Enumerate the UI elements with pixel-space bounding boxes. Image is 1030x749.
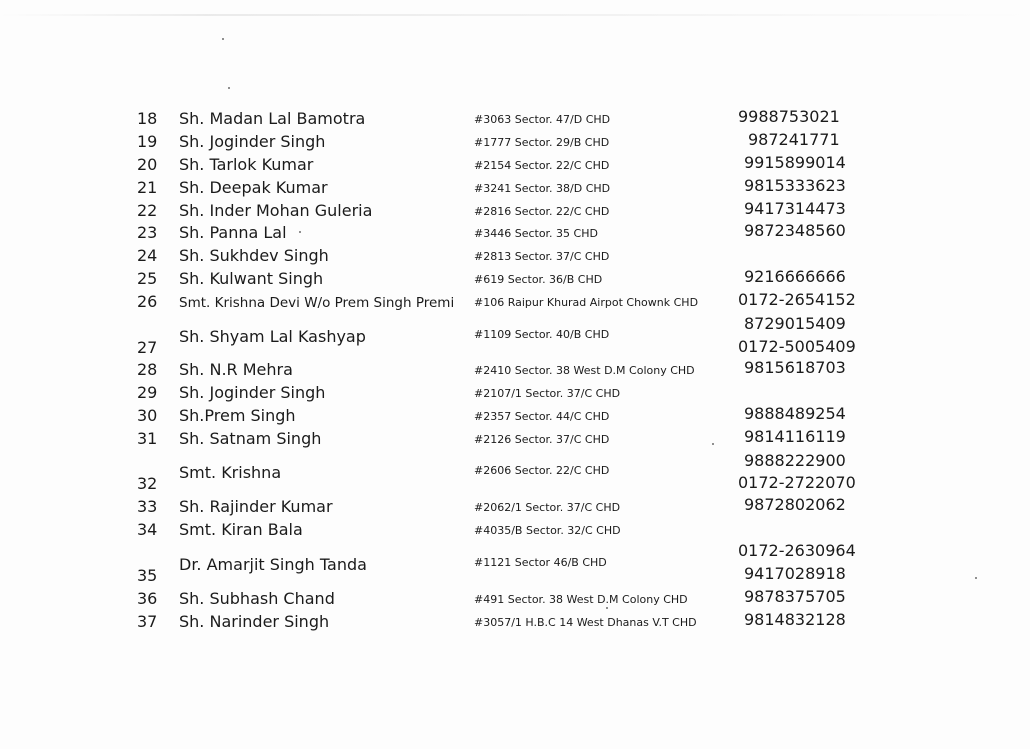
row-number: 36 bbox=[137, 589, 158, 608]
row-number: 30 bbox=[137, 406, 158, 425]
person-name: Sh. Panna Lal bbox=[179, 223, 287, 242]
row-number: 22 bbox=[137, 201, 158, 220]
person-name: Sh. Tarlok Kumar bbox=[179, 155, 314, 174]
address: #2107/1 Sector. 37/C CHD bbox=[474, 387, 621, 400]
address: #1121 Sector 46/B CHD bbox=[474, 556, 607, 569]
address: #1109 Sector. 40/B CHD bbox=[474, 328, 610, 341]
address: #2062/1 Sector. 37/C CHD bbox=[474, 501, 621, 514]
phone-number: 9417314473 bbox=[744, 199, 846, 218]
scan-speck bbox=[222, 38, 224, 40]
person-name: Sh. Kulwant Singh bbox=[179, 269, 324, 288]
person-name: Sh. Sukhdev Singh bbox=[179, 246, 329, 265]
address: #2816 Sector. 22/C CHD bbox=[474, 205, 610, 218]
phone-number: 9872348560 bbox=[744, 221, 846, 240]
scan-speck bbox=[299, 231, 301, 233]
address: #2813 Sector. 37/C CHD bbox=[474, 250, 610, 263]
page-edge-shadow bbox=[0, 14, 1030, 16]
phone-number: 0172-2630964 bbox=[738, 541, 856, 560]
scan-speck bbox=[975, 577, 977, 579]
phone-number-secondary: 0172-5005409 bbox=[738, 337, 856, 356]
row-number: 26 bbox=[137, 292, 158, 311]
address: #3063 Sector. 47/D CHD bbox=[474, 113, 611, 126]
person-name: Sh. Shyam Lal Kashyap bbox=[179, 327, 366, 346]
phone-number-secondary: 9417028918 bbox=[744, 564, 846, 583]
person-name: Sh. Inder Mohan Guleria bbox=[179, 201, 373, 220]
person-name: Sh. Subhash Chand bbox=[179, 589, 335, 608]
person-name: Sh. Satnam Singh bbox=[179, 429, 322, 448]
row-number: 28 bbox=[137, 360, 158, 379]
address: #3241 Sector. 38/D CHD bbox=[474, 182, 611, 195]
address: #2126 Sector. 37/C CHD bbox=[474, 433, 610, 446]
person-name: Dr. Amarjit Singh Tanda bbox=[179, 555, 367, 574]
phone-number: 9915899014 bbox=[744, 153, 846, 172]
row-number: 34 bbox=[137, 520, 158, 539]
phone-number: 9815333623 bbox=[744, 176, 846, 195]
phone-number: 9988753021 bbox=[738, 107, 840, 126]
row-number: 27 bbox=[137, 338, 158, 357]
row-number: 20 bbox=[137, 155, 158, 174]
phone-number: 9814116119 bbox=[744, 427, 846, 446]
address: #4035/B Sector. 32/C CHD bbox=[474, 524, 621, 537]
address: #2606 Sector. 22/C CHD bbox=[474, 464, 610, 477]
row-number: 25 bbox=[137, 269, 158, 288]
phone-number: 9815618703 bbox=[744, 358, 846, 377]
row-number: 33 bbox=[137, 497, 158, 516]
row-number: 35 bbox=[137, 566, 158, 585]
row-number: 37 bbox=[137, 612, 158, 631]
person-name: Sh. N.R Mehra bbox=[179, 360, 293, 379]
address: #491 Sector. 38 West D.M Colony CHD bbox=[474, 593, 688, 606]
person-name: Smt. Krishna Devi W/o Prem Singh Premi bbox=[179, 295, 455, 311]
phone-number: 9888489254 bbox=[744, 404, 846, 423]
person-name: Sh. Rajinder Kumar bbox=[179, 497, 333, 516]
address: #3446 Sector. 35 CHD bbox=[474, 227, 598, 240]
phone-number: 9878375705 bbox=[744, 587, 846, 606]
person-name: Sh. Madan Lal Bamotra bbox=[179, 109, 366, 128]
person-name: Sh.Prem Singh bbox=[179, 406, 296, 425]
phone-number: 9872802062 bbox=[744, 495, 846, 514]
address: #106 Raipur Khurad Airpot Chownk CHD bbox=[474, 296, 699, 309]
address: #2357 Sector. 44/C CHD bbox=[474, 410, 610, 423]
row-number: 21 bbox=[137, 178, 158, 197]
row-number: 32 bbox=[137, 474, 158, 493]
person-name: Sh. Narinder Singh bbox=[179, 612, 330, 631]
person-name: Smt. Kiran Bala bbox=[179, 520, 303, 539]
person-name: Sh. Deepak Kumar bbox=[179, 178, 328, 197]
scan-speck bbox=[228, 87, 230, 89]
phone-number: 987241771 bbox=[748, 130, 840, 149]
row-number: 31 bbox=[137, 429, 158, 448]
address: #1777 Sector. 29/B CHD bbox=[474, 136, 610, 149]
scan-speck bbox=[606, 607, 608, 609]
row-number: 29 bbox=[137, 383, 158, 402]
address: #619 Sector. 36/B CHD bbox=[474, 273, 603, 286]
person-name: Sh. Joginder Singh bbox=[179, 383, 326, 402]
address: #2410 Sector. 38 West D.M Colony CHD bbox=[474, 364, 695, 377]
phone-number: 9888222900 bbox=[744, 451, 846, 470]
row-number: 18 bbox=[137, 109, 158, 128]
phone-number: 9814832128 bbox=[744, 610, 846, 629]
phone-number: 9216666666 bbox=[744, 267, 846, 286]
scan-speck bbox=[712, 443, 714, 445]
row-number: 24 bbox=[137, 246, 158, 265]
phone-number: 0172-2654152 bbox=[738, 290, 856, 309]
person-name: Smt. Krishna bbox=[179, 463, 282, 482]
address: #2154 Sector. 22/C CHD bbox=[474, 159, 610, 172]
person-name: Sh. Joginder Singh bbox=[179, 132, 326, 151]
row-number: 23 bbox=[137, 223, 158, 242]
phone-number: 8729015409 bbox=[744, 314, 846, 333]
row-number: 19 bbox=[137, 132, 158, 151]
address: #3057/1 H.B.C 14 West Dhanas V.T CHD bbox=[474, 616, 697, 629]
phone-number-secondary: 0172-2722070 bbox=[738, 473, 856, 492]
